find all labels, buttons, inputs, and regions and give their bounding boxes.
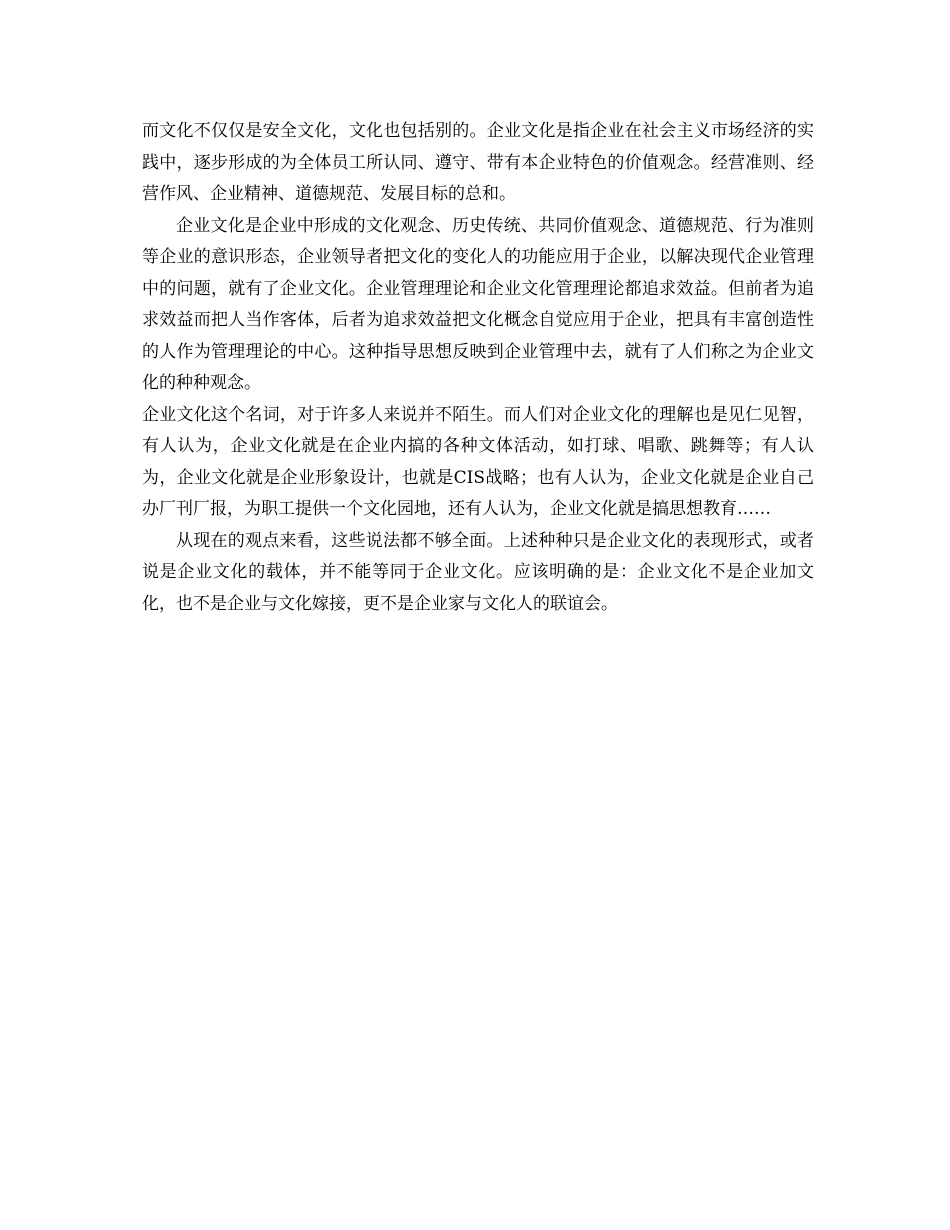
paragraph-1: 而文化不仅仅是安全文化，文化也包括别的。企业文化是指企业在社会主义市场经济的实践中，逐步形成的为全体员工所认同、遵守、带有本企业特色的价值观念。经营准则、经营作风、企业精神、道德规范、发展目标的总和。 <box>142 121 814 204</box>
paragraph-2: 企业文化是企业中形成的文化观念、历史传统、共同价值观念、道德规范、行为准则等企业的意识形态，企业领导者把文化的变化人的功能应用于企业，以解决现代企业管理中的问题，就有了企业文化。企业管理理论和企业文化管理理论都追求效益。但前者为追求效益而把人当作客体，后者为追求效益把文化概念自觉应用于企业，把具有丰富创造性的人作为管理理论的中心。这种指导思想反映到企业管理中去，就有了人们称之为企业文化的种种观念。 <box>142 215 814 393</box>
paragraph-3: 企业文化这个名词，对于许多人来说并不陌生。而人们对企业文化的理解也是见仁见智，有人认为，企业文化就是在企业内搞的各种文体活动，如打球、唱歌、跳舞等；有人认为，企业文化就是企业形象设计，也就是CIS战略；也有人认为，企业文化就是企业自己办厂刊厂报，为职工提供一个文化园地，还有人认为，企业文化就是搞思想教育…… <box>142 404 814 519</box>
paragraph-4: 从现在的观点来看，这些说法都不够全面。上述种种只是企业文化的表现形式，或者说是企业文化的载体，并不能等同于企业文化。应该明确的是：企业文化不是企业加文化，也不是企业与文化嫁接，更不是企业家与文化人的联谊会。 <box>142 530 814 614</box>
document-body <box>142 116 814 620</box>
